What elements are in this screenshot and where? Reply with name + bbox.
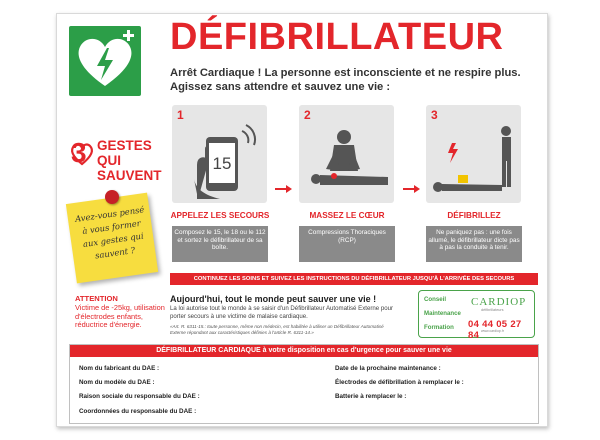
field-fabricant: Nom du fabricant du DAE : bbox=[79, 365, 160, 372]
step-2-number: 2 bbox=[304, 108, 311, 122]
law-article-text: «Art. R. 6311-15.: toute personne, même non médecin, est habilitée à utiliser un Défibrillateur Automatisé Externe répondant aux caractéristiques définies à l'article R. 6311-14.» bbox=[170, 324, 384, 335]
cardiop-website[interactable]: www.cardiop.fr bbox=[481, 329, 504, 333]
cardiop-contact-card bbox=[418, 290, 535, 341]
step-1-number: 1 bbox=[177, 108, 184, 122]
push-pin-icon bbox=[105, 190, 119, 204]
field-modele: Nom du modèle du DAE : bbox=[79, 379, 155, 386]
instructions-band: CONTINUEZ LES SOINS ET SUIVEZ LES INSTRUCTIONS DU DÉFIBRILLATEUR JUSQU'À L'ARRIVÉE DES SECOURS bbox=[170, 273, 538, 285]
warning-title: ATTENTION bbox=[75, 294, 118, 303]
phone-hand-icon bbox=[190, 119, 260, 201]
service-formation: Formation bbox=[424, 324, 454, 331]
field-batterie: Batterie à remplacer le : bbox=[335, 393, 407, 400]
post-it-note bbox=[66, 193, 158, 284]
step-2-desc: Compressions Thoraciques (RCP) bbox=[299, 226, 395, 262]
gestes-line-1: GESTES bbox=[97, 138, 152, 153]
field-coordonnees: Coordonnées du responsable du DAE : bbox=[79, 408, 197, 415]
cpr-icon bbox=[304, 127, 390, 197]
aed-poster bbox=[56, 13, 548, 427]
gestes-text bbox=[97, 138, 177, 183]
step-3-title: DÉFIBRILLEZ bbox=[447, 211, 501, 220]
gestes-line-3: SAUVENT bbox=[97, 168, 162, 183]
step-3-panel bbox=[426, 105, 521, 203]
step-1-desc: Composez le 15, le 18 ou le 112 et sortez le défibrillateur de sa boîte. bbox=[172, 226, 268, 262]
field-maintenance: Date de la prochaine maintenance : bbox=[335, 365, 441, 372]
field-electrodes: Électrodes de défibrillation à remplacer le : bbox=[335, 379, 464, 386]
poster-title: DÉFIBRILLATEUR bbox=[170, 16, 504, 58]
service-maintenance: Maintenance bbox=[424, 310, 461, 317]
step-3-number: 3 bbox=[431, 108, 438, 122]
aed-heart-logo bbox=[69, 26, 141, 96]
step-2-title: MASSEZ LE CŒUR bbox=[309, 211, 385, 220]
intro-line-1: Arrêt Cardiaque ! La personne est inconsciente et ne respire plus. bbox=[170, 67, 521, 79]
post-it-text: Avez-vous pensé à vous former aux gestes qui sauvent ? bbox=[74, 204, 145, 261]
aed-info-form bbox=[69, 344, 539, 424]
cardiop-phone[interactable]: 04 44 05 27 84 bbox=[468, 319, 522, 341]
heart-outline-icon bbox=[69, 141, 95, 167]
cardiop-tagline: défibrillateurs bbox=[481, 308, 504, 312]
form-header: DÉFIBRILLATEUR CARDIAQUE à votre disposition en cas d'urgence pour sauver une vie bbox=[70, 345, 538, 357]
field-raison-sociale: Raison sociale du responsable du DAE : bbox=[79, 393, 200, 400]
phone-screen-number: 15 bbox=[212, 154, 232, 173]
step-1-title: APPELEZ LES SECOURS bbox=[170, 211, 270, 220]
today-body: La loi autorise tout le monde à se saisir d'un Défibrillateur Automatisé Externe pour porter secours à une victime de malaise cardiaque. bbox=[170, 305, 394, 320]
warning-text: Victime de -25kg, utilisation d'électrodes enfants, réductrice d'énergie. bbox=[75, 302, 165, 330]
intro-line-2: Agissez sans attendre et sauvez une vie : bbox=[170, 81, 391, 93]
arrow-right-icon bbox=[403, 184, 421, 194]
cardiop-logo: CARDIOP bbox=[471, 296, 527, 308]
defibrillation-icon bbox=[430, 125, 518, 199]
step-1-panel bbox=[172, 105, 267, 203]
service-conseil: Conseil bbox=[424, 296, 447, 303]
intro-text bbox=[170, 66, 540, 94]
step-2-panel bbox=[299, 105, 394, 203]
gestes-line-2: QUI bbox=[97, 153, 122, 168]
arrow-right-icon bbox=[275, 184, 293, 194]
child-warning bbox=[75, 295, 170, 330]
today-title: Aujourd'hui, tout le monde peut sauver une vie ! bbox=[170, 294, 377, 304]
step-3-desc: Ne paniquez pas : une fois allumé, le défibrillateur dicte pas à pas la conduite à tenir. bbox=[426, 226, 522, 262]
gestes-number: 3 bbox=[71, 137, 87, 168]
